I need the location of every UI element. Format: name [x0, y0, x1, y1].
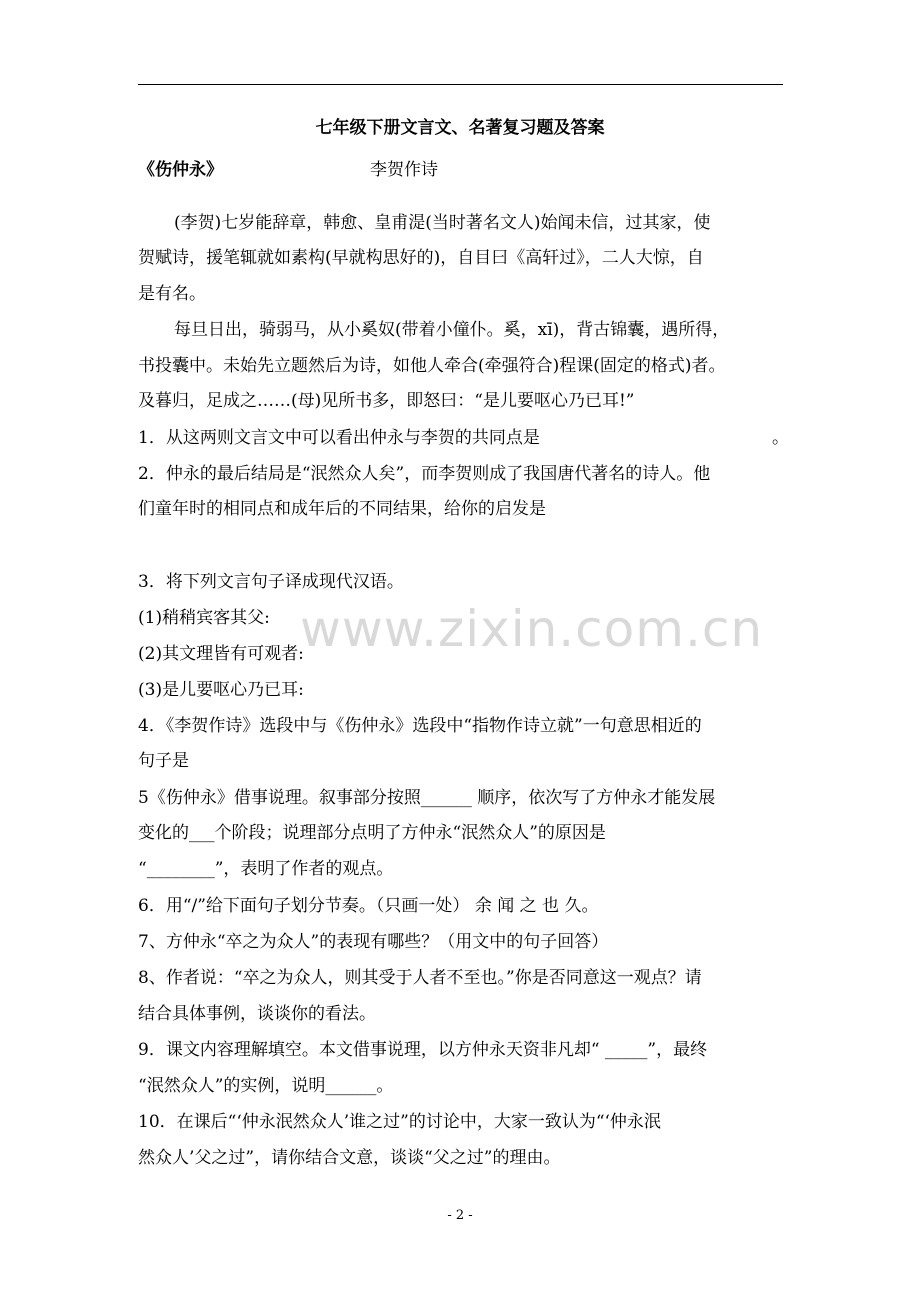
question-1: 1．从这两则文言文中可以看出仲永与李贺的共同点是 [138, 428, 540, 448]
question-1-end: 。 [772, 428, 789, 448]
question-10: 10．在课后“‘仲永泯然众人’谁之过”的讨论中，大家一致认为“‘仲永泯 [138, 1112, 661, 1132]
work2-title: 李贺作诗 [370, 160, 438, 180]
question-4: 4．《李贺作诗》选段中与《伤仲永》选段中“指物作诗立就”一句意思相近的 [138, 716, 702, 736]
passage-line: (李贺)七岁能辞章，韩愈、皇甫湜(当时著名文人)始闻未信，过其家，使 [174, 213, 711, 233]
question-2-cont: 们童年时的相同点和成年后的不同结果，给你的启发是 [138, 499, 546, 519]
question-3-2: (2)其文理皆有可观者: [138, 644, 304, 664]
question-6: 6．用“/”给下面句子划分节奏。（只画一处） 余 闻 之 也 久。 [138, 896, 599, 916]
question-5-cont: 变化的___个阶段；说理部分点明了方仲永“泯然众人”的原因是 [138, 823, 606, 843]
passage-line: 每旦日出，骑弱马，从小奚奴(带着小僮仆。奚，xī)，背古锦囊，遇所得， [174, 320, 730, 340]
question-4-cont: 句子是 [138, 751, 189, 771]
question-7: 7、方仲永“卒之为众人”的表现有哪些？（用文中的句子回答） [138, 932, 609, 952]
question-3-3: (3)是儿要呕心乃已耳: [138, 680, 304, 700]
question-3: 3．将下列文言句子译成现代汉语。 [138, 572, 404, 592]
question-8: 8、作者说：“卒之为众人，则其受于人者不至也。”你是否同意这一观点？请 [138, 968, 702, 988]
question-9: 9．课文内容理解填空。本文借事说理，以方仲永天资非凡却“ _____”，最终 [138, 1040, 708, 1060]
document-title: 七年级下册文言文、名著复习题及答案 [315, 118, 605, 138]
question-8-cont: 结合具体事例，谈谈你的看法。 [138, 1004, 376, 1024]
passage-line: 是有名。 [138, 284, 206, 304]
question-10-cont: 然众人’父之过”，请你结合文意，谈谈“父之过”的理由。 [138, 1148, 561, 1168]
question-5: 5《伤仲永》借事说理。叙事部分按照______ 顺序，依次写了方仲永才能发展 [138, 788, 716, 808]
watermark: www.zixin.com.cn [300, 600, 764, 658]
question-3-1: (1)稍稍宾客其父: [138, 608, 270, 628]
passage-line: 贺赋诗，援笔辄就如素构(早就构思好的)，自目曰《高轩过》，二人大惊，自 [138, 248, 704, 268]
header-rule [138, 84, 783, 85]
passage-line: 及暮归，足成之……(母)见所书多，即怒曰：“是儿要呕心乃已耳!” [138, 391, 635, 411]
page-number: - 2 - [447, 1208, 473, 1223]
work-title: 《伤仲永》 [138, 160, 223, 180]
passage-line: 书投囊中。未始先立题然后为诗，如他人牵合(牵强符合)程课(固定的格式)者。 [138, 356, 726, 376]
question-9-cont: “泯然众人”的实例，说明______。 [138, 1076, 394, 1096]
question-2: 2．仲永的最后结局是“泯然众人矣”，而李贺则成了我国唐代著名的诗人。他 [138, 464, 711, 484]
question-5-cont2: “________”，表明了作者的观点。 [138, 859, 394, 879]
